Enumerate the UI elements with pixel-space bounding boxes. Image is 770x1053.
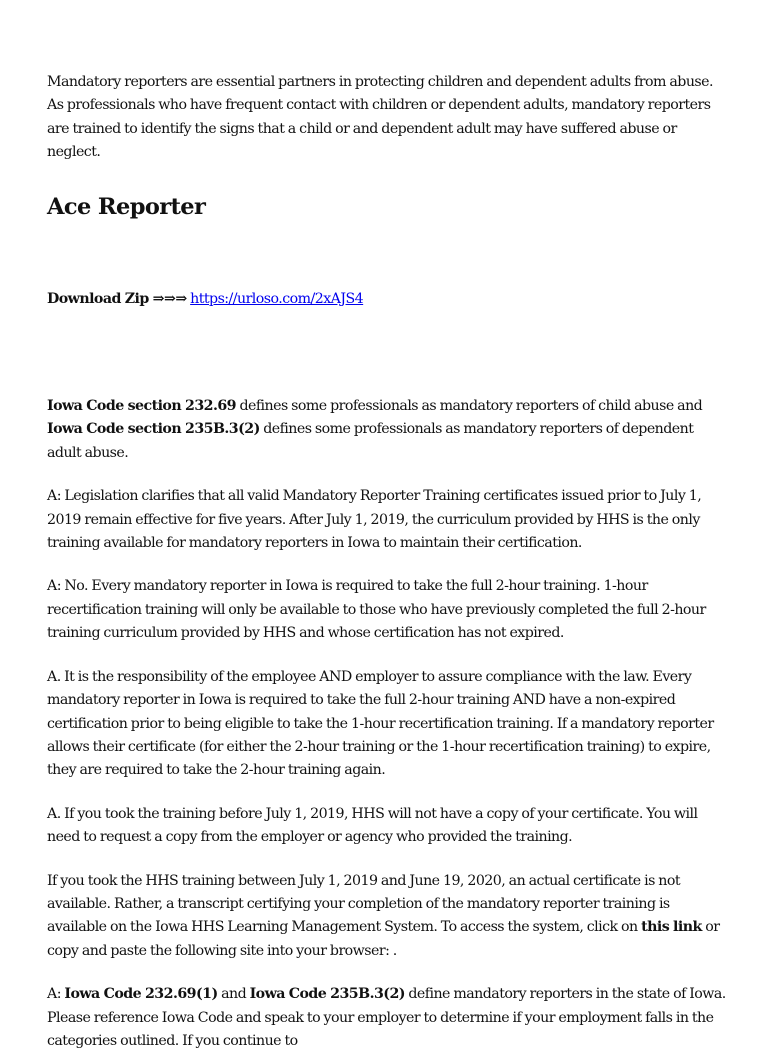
hhs-text-1: If you took the HHS training between July 1, 2019 and June 19, 2020, an actual certificate is not available. Rather, a transcript certifying your completion of the mandatory reporter training is available on the Iowa HHS Learning Management System. To access the system, click on (47, 872, 681, 936)
define-text-1: and (217, 986, 250, 1003)
this-link[interactable]: this link (641, 919, 702, 936)
iowa-code-235b: Iowa Code section 235B.3(2) (47, 421, 260, 438)
download-label: Download Zip ⇒⇒⇒ (47, 290, 187, 307)
full-training-paragraph: A: No. Every mandatory reporter in Iowa is required to take the full 2-hour training. 1-hour recertification training will only be available to those who have previously completed the full 2-hour training curriculum provided by HHS and whose certification has not expired. (47, 578, 706, 642)
hhs-text-2: or copy and paste the following site into your browser: . (47, 919, 720, 959)
intro-paragraph: Mandatory reporters are essential partners in protecting children and dependent adults from abuse. As professionals who have frequent contact with children or dependent adults, mandatory reporters are trained to identify the signs that a child or and dependent adult may have suffered abuse or neglect. (47, 74, 713, 161)
iowa-code-text-2: defines some professionals as mandatory reporters of dependent adult abuse. (47, 421, 694, 461)
download-line (47, 288, 727, 311)
define-prefix: A: (47, 986, 65, 1003)
iowa-code-paragraph (47, 395, 727, 465)
iowa-code-232-69: Iowa Code section 232.69 (47, 398, 236, 415)
responsibility-paragraph: A. It is the responsibility of the employee AND employer to assure compliance with the law. Every mandatory reporter in Iowa is required to take the full 2-hour training AND have a non-expired certification prior to being eligible to take the 1-hour recertification training. If a mandatory reporter allows their certificate (for either the 2-hour training or the 1-hour recertification training) to expire, they are required to take the 2-hour training again. (47, 668, 714, 779)
iowa-code-232-69-1: Iowa Code 232.69(1) (64, 986, 218, 1003)
before-2019-paragraph: A. If you took the training before July 1, 2019, HHS will not have a copy of your certificate. You will need to request a copy from the employer or agency who provided the training. (47, 805, 698, 846)
hhs-transcript-paragraph (47, 870, 727, 964)
download-link[interactable]: https://urloso.com/2xAJS4 (190, 290, 364, 307)
document-body (47, 71, 727, 1053)
define-text-2: define mandatory reporters in the state of Iowa. Please reference Iowa Code and speak to your employer to determine if your employment falls in the categories outlined. If you continue to (47, 986, 726, 1049)
page-title: Ace Reporter (47, 193, 206, 220)
define-reporters-paragraph (47, 983, 727, 1053)
iowa-code-text-1: defines some professionals as mandatory reporters of child abuse and (236, 398, 703, 415)
iowa-code-235b-3-2: Iowa Code 235B.3(2) (249, 986, 405, 1003)
legislation-paragraph: A: Legislation clarifies that all valid Mandatory Reporter Training certificates issued prior to July 1, 2019 remain effective for five years. After July 1, 2019, the curriculum provided by HHS is the only training available for mandatory reporters in Iowa to maintain their certification. (47, 488, 702, 552)
